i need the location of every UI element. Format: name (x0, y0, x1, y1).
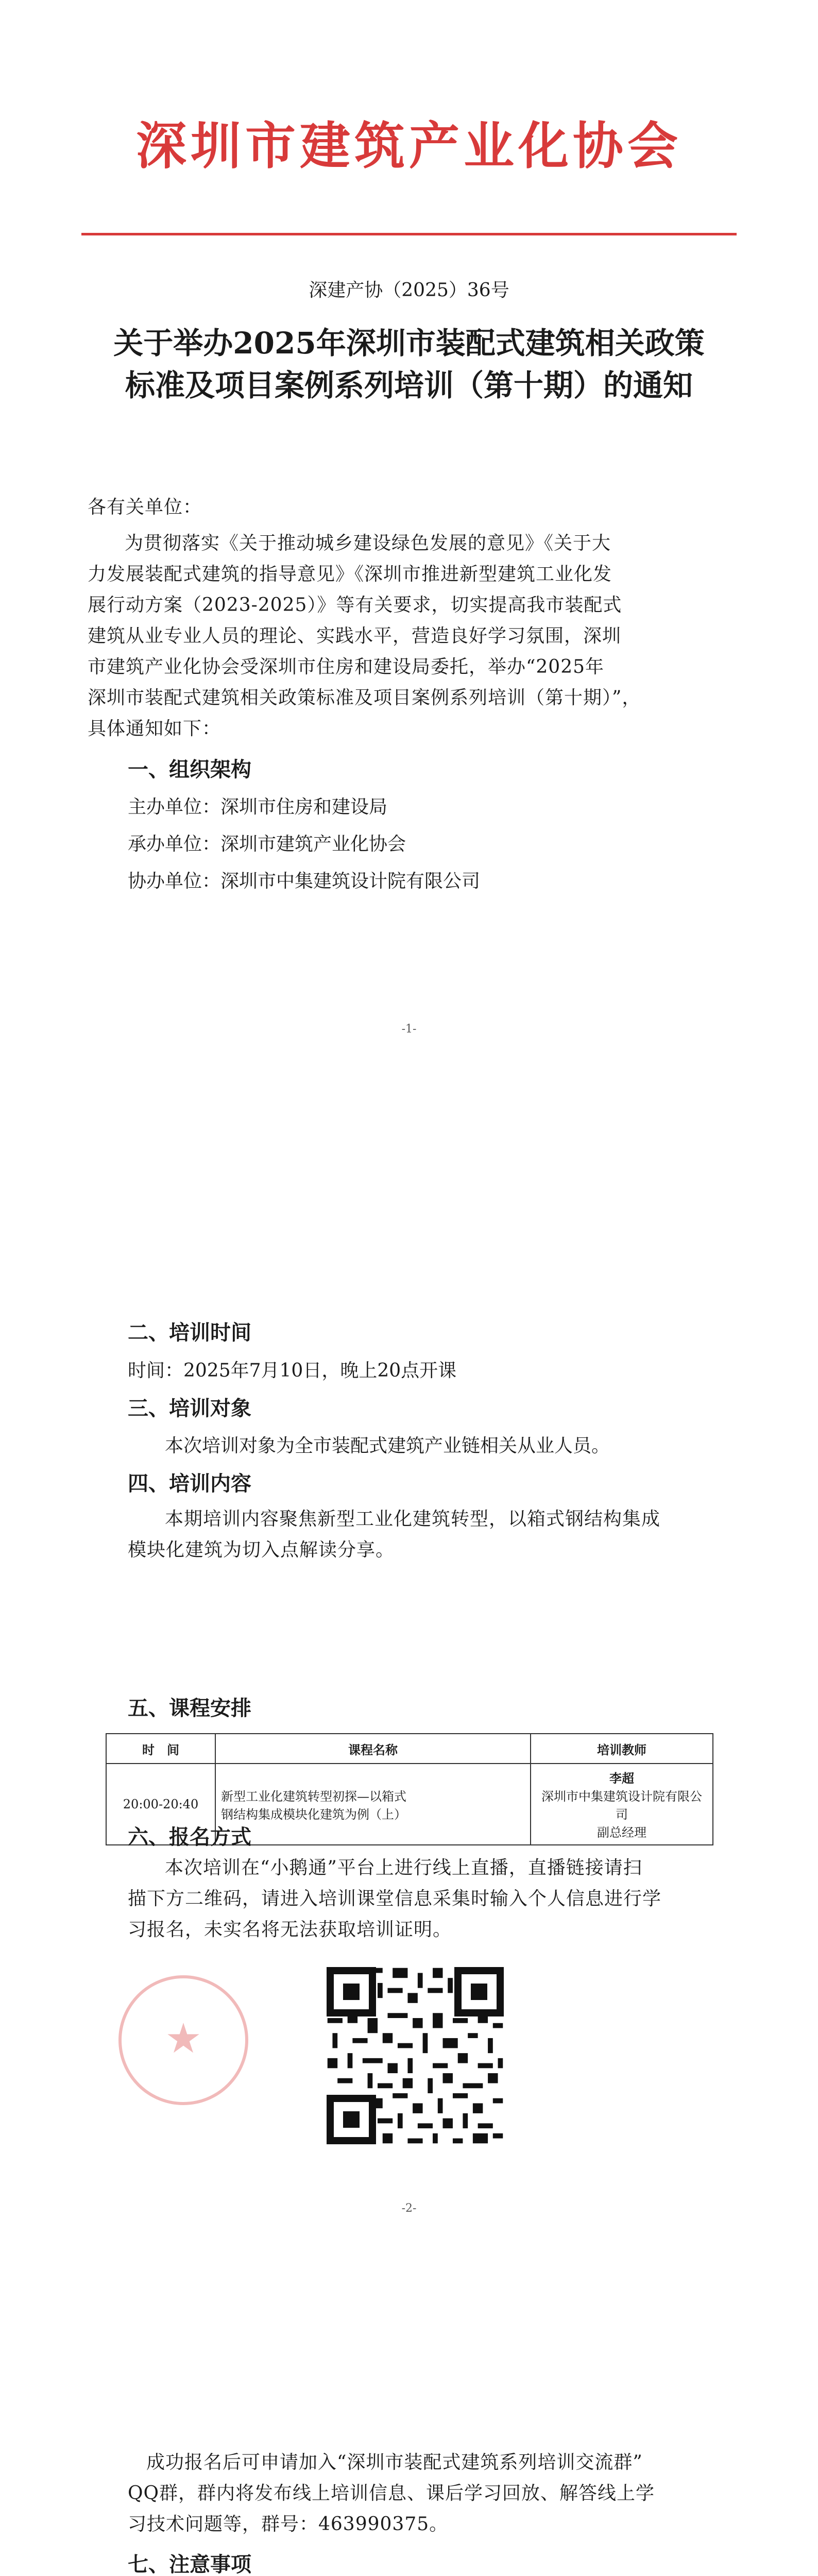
page-number: -1- (401, 1023, 417, 1036)
training-content-paragraph (128, 1504, 720, 1566)
signup-line: 描下方二维码，请进入培训课堂信息采集时输入个人信息进行学 (128, 1888, 662, 1909)
table-header-course: 课程名称 (215, 1734, 531, 1764)
organizer-line: 主办单位：深圳市住房和建设局 (128, 796, 388, 818)
intro-line: 深圳市装配式建筑相关政策标准及项目案例系列培训（第十期）”， (88, 687, 641, 708)
intro-line: 市建筑产业化协会受深圳市住房和建设局委托，举办“2025年 (88, 656, 605, 677)
join-line: 习技术问题等，群号：463990375。 (128, 2514, 449, 2535)
cell-time: 20:00-20:40 (106, 1764, 215, 1845)
undertaker-line: 承办单位：深圳市建筑产业化协会 (128, 834, 406, 855)
training-target-line: 本次培训对象为全市装配式建筑产业链相关从业人员。 (165, 1435, 610, 1456)
table-header-time: 时 间 (106, 1734, 215, 1764)
notice-title-line-2: 标准及项目案例系列培训（第十期）的通知 (125, 368, 693, 403)
signup-line: 本次培训在“小鹅通”平台上进行线上直播，直播链接请扫 (165, 1857, 642, 1878)
section-heading-notes: 七、注意事项 (128, 2553, 251, 2576)
cell-teacher (531, 1764, 713, 1845)
signup-line: 习报名，未实名将无法获取培训证明。 (128, 1919, 452, 1940)
section-heading-schedule: 五、课程安排 (128, 1697, 251, 1720)
join-line: 成功报名后可申请加入“深圳市装配式建筑系列培训交流群” (146, 2452, 643, 2473)
cell-course (215, 1764, 531, 1845)
notice-title (88, 322, 730, 406)
red-divider-line (81, 233, 737, 235)
course-name-line: 新型工业化建筑转型初探—以箱式 (221, 1789, 406, 1804)
signup-paragraph (128, 1853, 720, 1945)
section-heading-content: 四、培训内容 (128, 1472, 251, 1496)
join-line: QQ群，群内将发布线上培训信息、课后学习回放、解答线上学 (128, 2483, 655, 2504)
content-line: 模块化建筑为切入点解读分享。 (128, 1539, 395, 1561)
section-heading-signup: 六、报名方式 (128, 1825, 251, 1849)
intro-line: 具体通知如下： (88, 718, 221, 739)
teacher-title: 副总经理 (597, 1825, 646, 1840)
course-name-line: 钢结构集成模块化建筑为例（上） (221, 1807, 406, 1822)
intro-line: 展行动方案（2023-2025）》等有关要求，切实提高我市装配式 (88, 595, 622, 616)
page-3 (0, 2312, 818, 2576)
table-header-teacher: 培训教师 (531, 1734, 713, 1764)
section-heading-target: 三、培训对象 (128, 1397, 251, 1420)
training-time-line: 时间：2025年7月10日，晚上20点开课 (128, 1360, 457, 1381)
qr-finder-pattern (454, 1967, 504, 2016)
qr-finder-pattern (327, 1967, 376, 2016)
document-number: 深建产协（2025）36号 (309, 280, 509, 301)
teacher-org: 深圳市中集建筑设计院有限公司 (541, 1789, 702, 1822)
qr-code-image[interactable] (319, 1960, 511, 2151)
table-header-row (106, 1734, 713, 1764)
co-organizer-line: 协办单位：深圳市中集建筑设计院有限公司 (128, 871, 481, 892)
intro-line: 为贯彻落实《关于推动城乡建设绿色发展的意见》《关于大 (125, 533, 611, 554)
notice-title-line-1: 关于举办2025年深圳市装配式建筑相关政策 (113, 326, 705, 361)
qr-finder-pattern (327, 2095, 376, 2144)
section-heading-organization: 一、组织架构 (128, 758, 251, 782)
star-icon: ★ (165, 2014, 202, 2062)
salutation: 各有关单位： (88, 497, 202, 518)
faint-seal-stamp (118, 1975, 248, 2105)
intro-line: 建筑从业专业人员的理论、实践水平，营造良好学习氛围，深圳 (88, 625, 622, 647)
section-heading-time: 二、培训时间 (128, 1321, 251, 1345)
intro-paragraph (88, 528, 731, 744)
org-letterhead-title: 深圳市建筑产业化协会 (135, 116, 682, 176)
content-line: 本期培训内容聚焦新型工业化建筑转型，以箱式钢结构集成 (165, 1509, 661, 1530)
join-group-paragraph (128, 2447, 720, 2540)
teacher-name: 李超 (609, 1771, 634, 1786)
page-1 (0, 0, 818, 1156)
page-2 (0, 1156, 818, 2312)
intro-line: 力发展装配式建筑的指导意见》《深圳市推进新型建筑工业化发 (88, 564, 612, 585)
page-number: -2- (401, 2202, 417, 2215)
